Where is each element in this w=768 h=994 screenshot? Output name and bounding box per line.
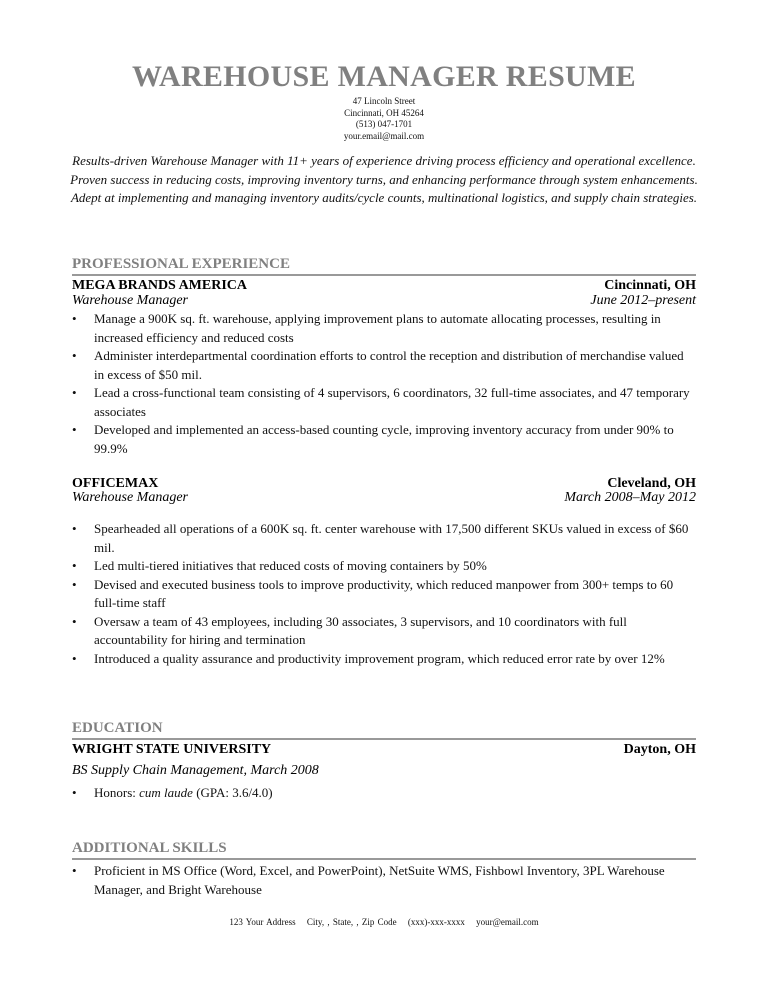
degree: BS Supply Chain Management, March 2008 [72,763,319,778]
summary-paragraph: Results-driven Warehouse Manager with 11+ years of experience driving process efficiency and operational excellence. Proven success in reducing costs, improving inventory turns, and enhancing performance through system enhancements. Adept at implementing and managing inventory audits/cycle counts, multinational logistics, and supply chain strategies. [70,153,698,205]
list-item: • Introduced a quality assurance and productivity improvement program, which reduced error rate by over 12% [72,650,696,669]
list-item: • Administer interdepartmental coordination efforts to control the reception and distribution of merchandise valued in excess of $50 mil. [72,347,696,384]
job-dates: March 2008–May 2012 [564,490,696,505]
list-item: • Spearheaded all operations of a 600K sq. ft. center warehouse with 17,500 different SKUs valued in excess of $60 mil. [72,520,696,557]
job-location: Cincinnati, OH [604,278,696,293]
list-item: • Lead a cross-functional team consisting of 4 supervisors, 6 coordinators, 32 full-time associates, and 47 temporary associates [72,384,696,421]
section-heading-experience: PROFESSIONAL EXPERIENCE [72,256,696,276]
resume-title: WAREHOUSE MANAGER RESUME [132,60,636,93]
list-item: • Oversaw a team of 43 employees, including 30 associates, 3 supervisors, and 10 coordinators with full accountability for hiring and termination [72,613,696,650]
job-bullets-2 [72,520,696,668]
job-title: Warehouse Manager [72,490,189,505]
list-item: • Proficient in MS Office (Word, Excel, and PowerPoint), NetSuite WMS, Fishbowl Inventory, 3PL Warehouse Manager, and Bright Warehouse [72,862,696,899]
job-company: OFFICEMAX [72,476,159,491]
honors-gpa: (GPA: 3.6/4.0) [192,785,273,800]
job-title: Warehouse Manager [72,293,189,308]
job-subheader-1 [72,293,696,309]
list-item: • Led multi-tiered initiatives that reduced costs of moving containers by 50% [72,557,696,576]
contact-phone: (513) 047-1701 [355,119,413,129]
footer-email: your@email.com [476,917,539,927]
section-heading-education: EDUCATION [72,720,696,740]
list-item: • Devised and executed business tools to improve productivity, which reduced manpower from 300+ temps to 60 full-time staff [72,576,696,613]
honors-label: Honors: [94,785,140,800]
honors-distinction: cum laude [139,785,193,800]
list-item: • Developed and implemented an access-based counting cycle, improving inventory accuracy from under 90% to 99.9% [72,421,696,458]
footer-address: 123 Your Address [229,917,296,927]
skills-bullets [72,862,696,899]
list-item: • Manage a 900K sq. ft. warehouse, applying improvement plans to automate allocating processes, resulting in increased efficiency and reduced costs [72,310,696,347]
contact-city: Cincinnati, OH 45264 [344,107,424,118]
job-company: MEGA BRANDS AMERICA [72,278,248,293]
job-dates: June 2012–present [590,293,696,308]
job-header-1 [72,278,696,294]
education-degree-row [72,763,696,779]
list-item [72,784,696,803]
education-bullets [72,784,696,803]
education-header [72,742,696,758]
job-location: Cleveland, OH [607,476,696,491]
contact-block [0,96,768,142]
school-name: WRIGHT STATE UNIVERSITY [72,742,272,757]
school-location: Dayton, OH [623,742,696,757]
section-heading-skills: ADDITIONAL SKILLS [72,840,696,860]
contact-email: your.email@mail.com [343,130,425,141]
job-bullets-1 [72,310,696,458]
job-subheader-2 [72,490,696,506]
footer-contact [0,917,768,927]
footer-city: City, , State, , Zip Code [306,917,397,927]
footer-phone: (xxx)-xxx-xxxx [407,917,465,927]
contact-address: 47 Lincoln Street [352,96,416,106]
